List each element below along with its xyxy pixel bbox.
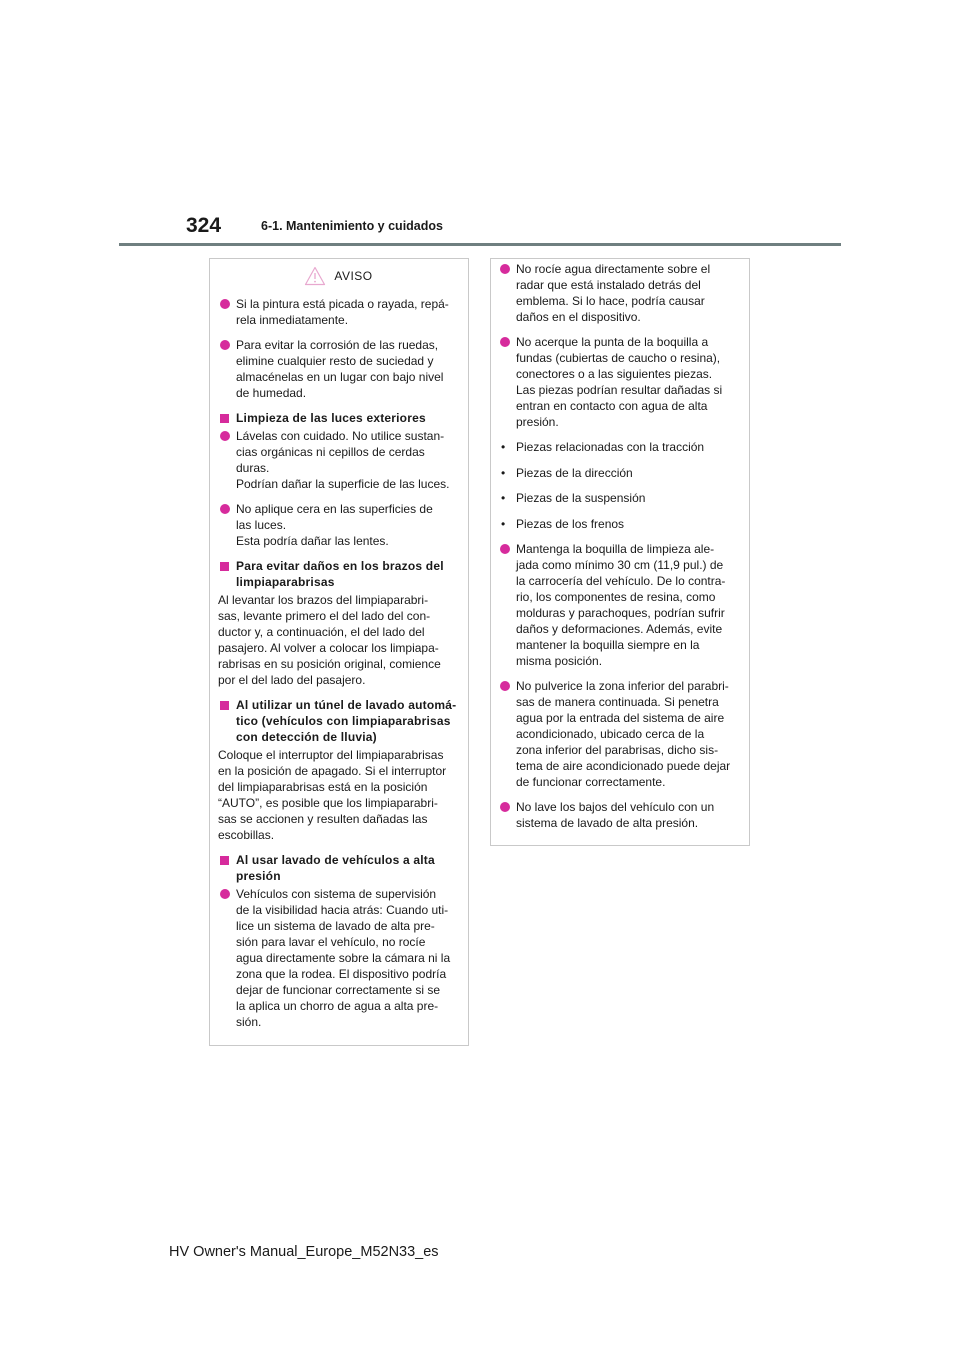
text-line: daños y deformaciones. Además, evite — [516, 622, 723, 636]
text-line: sas se accionen y resulten dañadas las — [218, 812, 428, 826]
text-line: radar que está instalado detrás del — [516, 278, 701, 292]
text-line: sión. — [236, 1015, 262, 1029]
text-line: Podrían dañar la superficie de las luces. — [236, 477, 450, 491]
text-line: Coloque el interruptor del limpiaparabrisas — [218, 748, 444, 762]
subheading — [218, 410, 459, 426]
text-line: por el del lado del pasajero. — [218, 673, 366, 687]
text-line: escobillas. — [218, 828, 275, 842]
text-line: Piezas de la suspensión — [516, 491, 646, 505]
text-line: Vehículos con sistema de supervisión — [236, 887, 437, 901]
text-line: acondicionado, ubicado cerca de la — [516, 727, 705, 741]
text-line: pasajero. Al volver a colocar los limpiapa- — [218, 641, 439, 655]
bullet-item — [218, 501, 459, 549]
text-line: mantener la boquilla siempre en la — [516, 638, 700, 652]
bullet-item — [498, 678, 740, 790]
bullet-dot-icon — [220, 504, 230, 514]
paragraph — [218, 747, 459, 843]
text-line: molduras y parachoques, podrían sufrir — [516, 606, 725, 620]
text-line: daños en el dispositivo. — [516, 310, 641, 324]
bullet-item — [498, 541, 740, 669]
text-line: cias orgánicas ni cepillos de cerdas — [236, 445, 425, 459]
header-divider — [119, 243, 841, 246]
text-line: emblema. Si lo hace, podría causar — [516, 294, 705, 308]
text-line: conectores o a las siguientes piezas. — [516, 367, 713, 381]
footer-manual-id: HV Owner's Manual_Europe_M52N33_es — [169, 1244, 439, 1260]
bullet-dot-icon — [220, 431, 230, 441]
text-line: en la posición de apagado. Si el interruptor — [218, 764, 447, 778]
text-line: Para evitar daños en los brazos del — [236, 559, 444, 573]
text-line: dejar de funcionar correctamente si se — [236, 983, 441, 997]
warning-box-left — [209, 258, 469, 1046]
sub-list-item — [498, 465, 740, 481]
text-line: duras. — [236, 461, 270, 475]
subheading — [218, 697, 459, 745]
subheading — [218, 852, 459, 884]
text-line: Para evitar la corrosión de las ruedas, — [236, 338, 439, 352]
text-line: rio, los componentes de resina, como — [516, 590, 716, 604]
text-line: Las piezas podrían resultar dañadas si — [516, 383, 723, 397]
square-bullet-icon — [220, 856, 229, 865]
sub-list-item — [498, 490, 740, 506]
text-line: Piezas relacionadas con la tracción — [516, 440, 705, 454]
square-bullet-icon — [220, 414, 229, 423]
text-line: No acerque la punta de la boquilla a — [516, 335, 709, 349]
bullet-item — [498, 334, 740, 430]
sub-list-item — [498, 439, 740, 455]
text-line: No rocíe agua directamente sobre el — [516, 262, 711, 276]
text-line: Piezas de los frenos — [516, 516, 625, 531]
text-line: Lávelas con cuidado. No utilice sustan- — [236, 429, 445, 443]
text-line: de la visibilidad hacia atrás: Cuando uti- — [236, 903, 449, 917]
text-line: sas, levante primero el del lado del con- — [218, 609, 431, 623]
sub-bullet-icon: • — [501, 465, 506, 480]
text-line: de funcionar correctamente. — [516, 775, 666, 789]
bullet-dot-icon — [500, 681, 510, 691]
bullet-dot-icon — [500, 337, 510, 347]
text-line: No aplique cera en las superficies de — [236, 502, 433, 516]
warning-box-right — [490, 258, 750, 846]
warning-triangle-icon — [304, 266, 326, 286]
bullet-item — [218, 296, 459, 328]
text-line: tema de aire acondicionado puede dejar — [516, 759, 731, 773]
text-line: la carrocería del vehículo. De lo contra- — [516, 574, 726, 588]
text-line: Al usar lavado de vehículos a alta — [236, 853, 435, 867]
text-line: zona inferior del parabrisas, dicho sis- — [516, 743, 719, 757]
text-line: sión para lavar el vehículo, no rocíe — [236, 935, 426, 949]
text-line: almacénelas en un lugar con bajo nivel — [236, 370, 444, 384]
page-number: 324 — [186, 214, 222, 237]
text-line: Si la pintura está picada o rayada, repá- — [236, 297, 449, 311]
text-line: “AUTO”, es posible que los limpiaparabri- — [218, 796, 438, 810]
text-line: Mantenga la boquilla de limpieza ale- — [516, 542, 715, 556]
text-line: la aplica un chorro de agua a alta pre- — [236, 999, 439, 1013]
text-line: Piezas de la dirección — [516, 465, 633, 480]
bullet-item — [218, 337, 459, 401]
text-line: las luces. — [236, 518, 287, 532]
text-line: presión. — [516, 415, 559, 429]
text-line: Al utilizar un túnel de lavado automá- — [236, 698, 457, 712]
paragraph — [218, 592, 459, 688]
text-line: jada como mínimo 30 cm (11,9 pul.) de — [516, 558, 724, 572]
text-line: entran en contacto con agua de alta — [516, 399, 708, 413]
text-line: sistema de lavado de alta presión. — [516, 816, 699, 830]
text-line: agua directamente sobre la cámara ni la — [236, 951, 451, 965]
text-line: Esta podría dañar las lentes. — [236, 534, 389, 548]
sub-bullet-icon: • — [501, 440, 506, 454]
bullet-dot-icon — [500, 544, 510, 554]
bullet-dot-icon — [220, 340, 230, 350]
text-line: sas de manera continuada. Si penetra — [516, 695, 719, 709]
bullet-dot-icon — [220, 889, 230, 899]
bullet-item — [498, 799, 740, 831]
text-line: Al levantar los brazos del limpiaparabri- — [218, 593, 429, 607]
square-bullet-icon — [220, 562, 229, 571]
subheading — [218, 558, 459, 590]
warning-label: AVISO — [334, 269, 373, 283]
text-line: No lave los bajos del vehículo con un — [516, 800, 715, 814]
text-line: con detección de lluvia) — [236, 730, 377, 744]
text-line: limpiaparabrisas — [236, 575, 335, 589]
bullet-item — [218, 428, 459, 492]
square-bullet-icon — [220, 701, 229, 710]
text-line: misma posición. — [516, 654, 603, 668]
text-line: presión — [236, 869, 281, 883]
bullet-dot-icon — [220, 299, 230, 309]
bullet-dot-icon — [500, 264, 510, 274]
bullet-item — [498, 261, 740, 325]
text-line: agua por la entrada del sistema de aire — [516, 711, 725, 725]
text-line: ductor y, a continuación, el del lado del — [218, 625, 425, 639]
warning-header — [218, 259, 459, 293]
bullet-dot-icon — [500, 802, 510, 812]
section-title: 6-1. Mantenimiento y cuidados — [261, 219, 443, 233]
sub-list-item — [498, 516, 740, 532]
sub-bullet-icon: • — [501, 516, 506, 531]
bullet-item — [218, 886, 459, 1030]
text-line: Limpieza de las luces exteriores — [236, 411, 426, 425]
text-line: No pulverice la zona inferior del parabri- — [516, 679, 729, 693]
text-line: rabrisas en su posición original, comience — [218, 657, 441, 671]
text-line: lice un sistema de lavado de alta pre- — [236, 919, 435, 933]
text-line: de humedad. — [236, 386, 307, 400]
sub-bullet-icon: • — [501, 491, 506, 505]
text-line: fundas (cubiertas de caucho o resina), — [516, 351, 721, 365]
text-line: elimine cualquier resto de suciedad y — [236, 354, 434, 368]
text-line: tico (vehículos con limpiaparabrisas — [236, 714, 451, 728]
text-line: rela inmediatamente. — [236, 313, 349, 327]
text-line: del limpiaparabrisas está en la posición — [218, 780, 428, 794]
text-line: zona que la rodea. El dispositivo podría — [236, 967, 447, 981]
